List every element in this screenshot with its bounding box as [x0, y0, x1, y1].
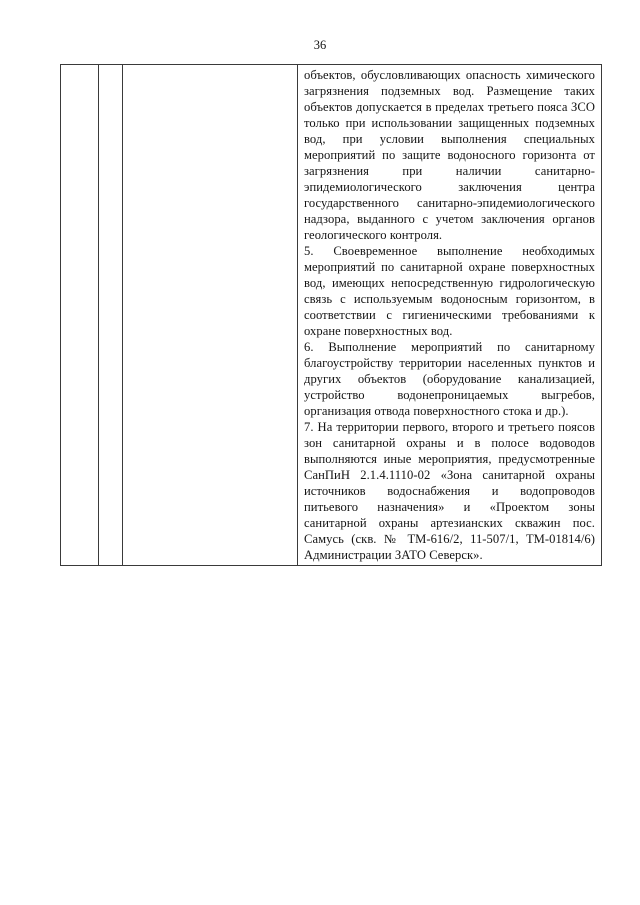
measures-paragraph-5: 5. Своевременное выполнение необходимых мероприятий по санитарной охране поверхностных вод, имеющих непосредственную гидрологическую связь с используемым водоносным горизонтом, в соответствии с гигиеническими требованиями к охране поверхностных вод. — [304, 244, 595, 338]
table-cell-measures — [298, 65, 602, 566]
measures-paragraph-continuation: объектов, обусловливающих опасность химического загрязнения подземных вод. Размещение таких объектов допускается в пределах третьего пояса ЗСО только при использовании защищенных подземных вод, при условии выполнения специальных мероприятий по защите водоносного горизонта от загрязнения при наличии санитарно-эпидемиологического заключения центра государственного санитарно-эпидемиологического надзора, выданного с учетом заключения органов геологического контроля. — [304, 68, 595, 242]
requirements-table — [60, 64, 602, 566]
table-cell-description — [123, 65, 298, 566]
measures-paragraph-6: 6. Выполнение мероприятий по санитарному благоустройству территории населенных пунктов и других объектов (оборудование канализацией, устройство водонепроницаемых выгребов, организация отвода поверхностного стока и др.). — [304, 340, 595, 418]
table-cell-subnumber — [99, 65, 123, 566]
page-number: 36 — [313, 38, 327, 52]
table-cell-number — [61, 65, 99, 566]
measures-paragraph-7: 7. На территории первого, второго и третьего поясов зон санитарной охраны и в полосе водоводов выполняются иные мероприятия, предусмотренные СанПиН 2.1.4.1110-02 «Зона санитарной охраны источников водоснабжения и водопроводов питьевого назначения» и «Проектом зоны санитарной охраны артезианских скважин пос. Самусь (скв. № ТМ-616/2, 11-507/1, ТМ-01814/6) Администрации ЗАТО Северск». — [304, 420, 595, 562]
table-row — [61, 65, 602, 566]
